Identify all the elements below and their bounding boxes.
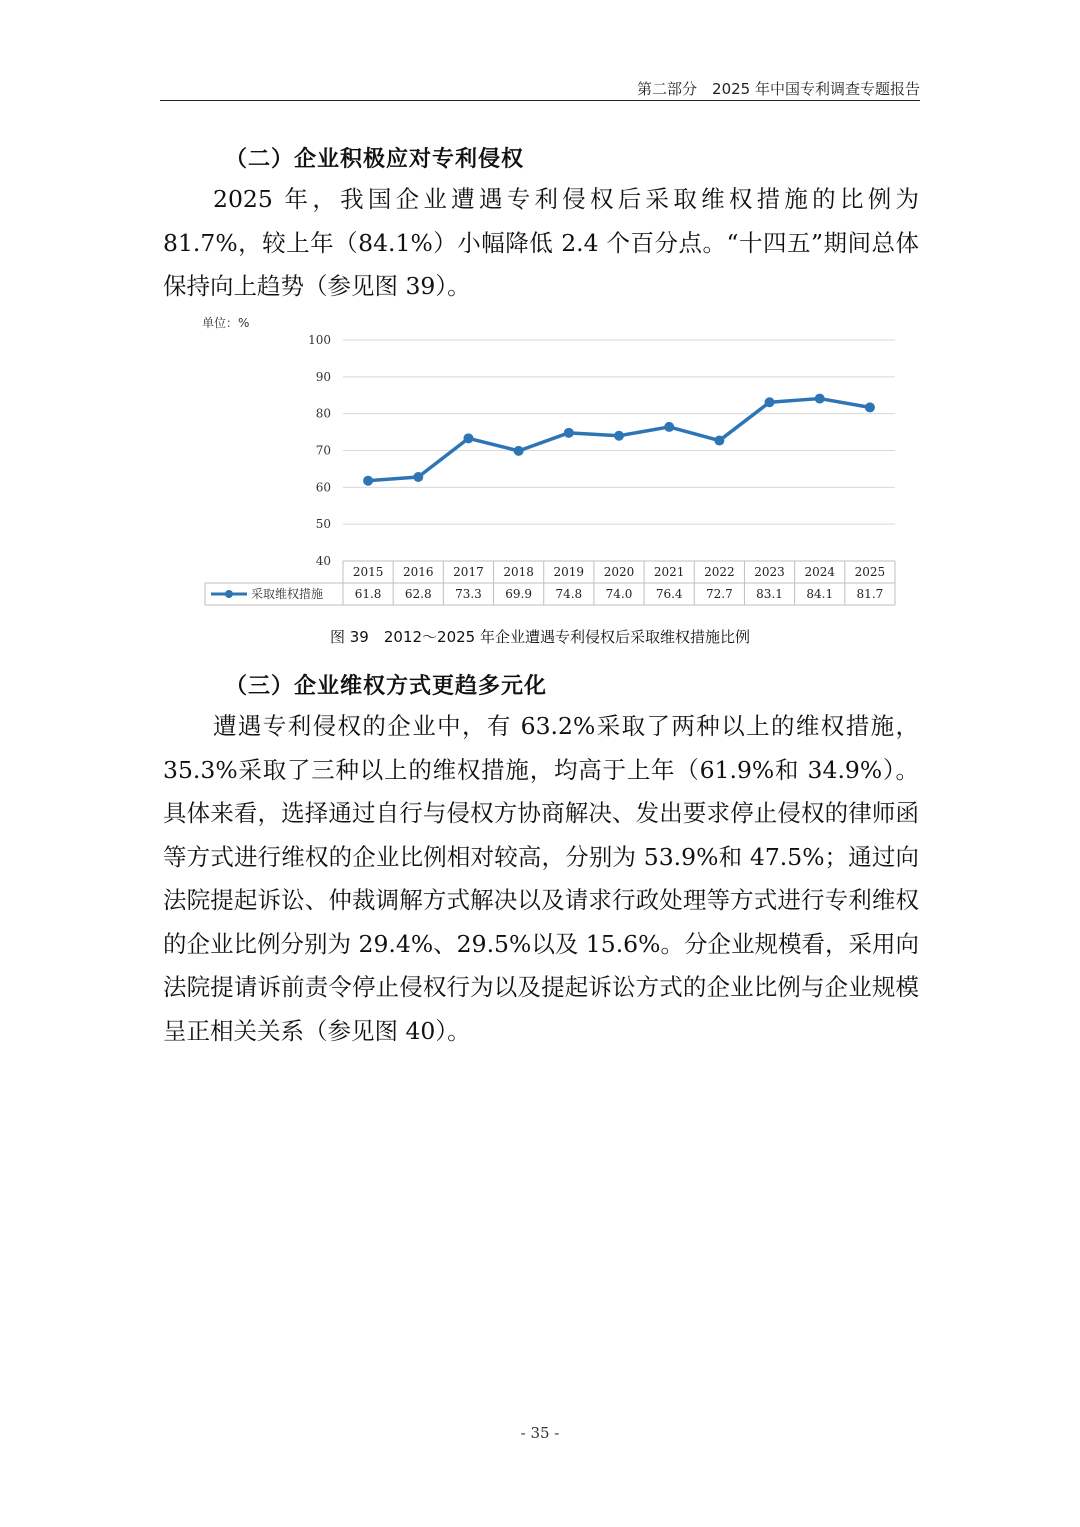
data-value-label: 76.4 (655, 587, 683, 601)
data-point (463, 433, 473, 443)
y-tick-label: 50 (315, 517, 331, 532)
y-tick-label: 70 (315, 443, 331, 458)
page-header (160, 72, 920, 101)
x-category-label: 2021 (653, 565, 685, 579)
data-value-label: 61.8 (354, 587, 382, 601)
section-3-heading: （三）企业维权方式更趋多元化 (225, 674, 548, 699)
data-value-label: 72.7 (706, 587, 733, 601)
data-point (413, 472, 423, 482)
unit-label: 单位：% (202, 316, 250, 330)
x-category-label: 2023 (754, 565, 785, 579)
y-tick-label: 40 (315, 554, 331, 568)
data-point (363, 476, 373, 486)
section-2-heading: （二）企业积极应对专利侵权 (225, 147, 525, 172)
data-point (815, 394, 825, 404)
data-value-label: 69.9 (505, 587, 532, 601)
data-point (614, 431, 624, 441)
x-category-label: 2020 (603, 565, 635, 579)
legend-marker (225, 590, 233, 598)
data-point (664, 422, 674, 432)
x-category-label: 2017 (453, 565, 484, 579)
y-tick-label: 80 (315, 406, 331, 421)
line-chart (200, 325, 900, 610)
x-category-label: 2024 (804, 565, 836, 579)
figure-caption: 图 39 2012～2025 年企业遭遇专利侵权后采取维权措施比例 (330, 628, 750, 646)
data-value-label: 81.7 (856, 587, 884, 601)
header-text: 第二部分 2025 年中国专利调查专题报告 (637, 80, 920, 98)
page-number: - 35 - (520, 1424, 560, 1442)
data-point (765, 397, 775, 407)
data-point (714, 436, 724, 446)
x-category-label: 2015 (352, 565, 384, 579)
y-tick-label: 60 (315, 480, 331, 495)
data-point (865, 402, 875, 412)
data-value-label: 83.1 (756, 587, 783, 601)
data-value-label: 74.0 (605, 587, 633, 601)
x-category-label: 2022 (704, 565, 735, 579)
data-value-label: 73.3 (455, 587, 482, 601)
legend-label: 采取维权措施 (251, 587, 324, 601)
y-tick-label: 100 (308, 333, 331, 347)
data-point (564, 428, 574, 438)
y-tick-label: 90 (315, 369, 331, 384)
data-value-label: 84.1 (806, 587, 834, 601)
section-3-paragraph: 遭遇专利侵权的企业中，有 63.2%采取了两种以上的维权措施，35.3%采取了三种以上的维权措施，均高于上年（61.9%和 34.9%）。具体来看，选择通过自行与侵权方协商解决、发出要求停止侵权的律师函等方式进行维权的企业比例相对较高，分别为 53.9%和 47.5%；通过向法院提起诉讼、仲裁调解方式解决以及请求行政处理等方式进行专利维权的企业比例分别为 29.4%、29.5%以及 15.6%。分企业规模看，采用向法院提请诉前责令停止侵权行为以及提起诉讼方式的企业比例与企业规模呈正相关关系（参见图 40）。 (163, 712, 919, 1045)
x-category-label: 2016 (402, 565, 434, 579)
data-value-label: 62.8 (404, 587, 432, 601)
data-point (514, 446, 524, 456)
x-category-label: 2019 (553, 565, 585, 579)
section-2-paragraph: 2025 年，我国企业遭遇专利侵权后采取维权措施的比例为 81.7%，较上年（84.1%）小幅降低 2.4 个百分点。“十四五”期间总体保持向上趋势（参见图 39）。 (163, 185, 919, 300)
data-value-label: 74.8 (555, 587, 583, 601)
x-category-label: 2018 (503, 565, 534, 579)
x-category-label: 2025 (854, 565, 886, 579)
